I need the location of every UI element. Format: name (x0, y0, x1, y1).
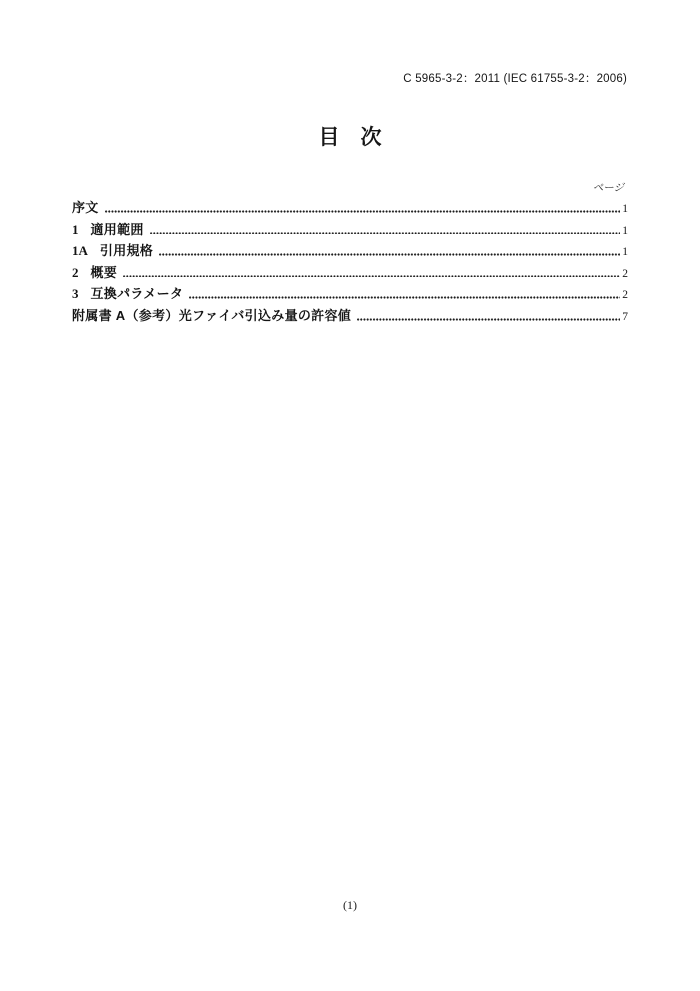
toc-entry-label: 附属書 A（参考）光ファイバ引込み量の許容値 (72, 307, 352, 323)
toc-entry-page: 2 (622, 267, 628, 280)
document-number: C 5965-3-2：2011 (IEC 61755-3-2：2006) (403, 73, 627, 85)
toc-entry (72, 305, 628, 327)
toc-entry-page: 2 (622, 289, 628, 302)
toc-entry (72, 240, 628, 262)
toc-entry-page: 1 (622, 246, 628, 259)
toc-entry-page: 1 (622, 203, 628, 215)
dot-leader (123, 275, 620, 278)
toc-entry-number: 1 (72, 221, 79, 237)
table-of-contents (72, 197, 628, 327)
dot-leader (150, 232, 621, 235)
toc-entry-page: 7 (622, 310, 628, 323)
dot-leader (189, 296, 620, 299)
toc-entry (72, 197, 628, 219)
toc-entry-label: 適用範囲 (90, 221, 144, 237)
toc-entry-number: 3 (72, 286, 79, 302)
toc-entry-label: 概要 (90, 264, 118, 280)
toc-entry (72, 262, 628, 284)
toc-entry-page: 1 (622, 224, 628, 237)
dot-leader (105, 210, 621, 213)
toc-entry (72, 219, 628, 241)
toc-entry-label: 引用規格 (99, 243, 154, 259)
page-column-label: ページ (592, 183, 624, 194)
toc-entry (72, 283, 628, 305)
dot-leader (159, 253, 620, 256)
dot-leader (357, 318, 620, 321)
page-title: 目 次 (318, 126, 382, 149)
toc-entry-number: 2 (72, 264, 79, 280)
footer-page-number: (1) (343, 898, 357, 912)
toc-entry-number: 1A (72, 243, 88, 259)
toc-entry-label: 序文 (72, 200, 99, 215)
toc-entry-label: 互換パラメータ (90, 286, 184, 302)
